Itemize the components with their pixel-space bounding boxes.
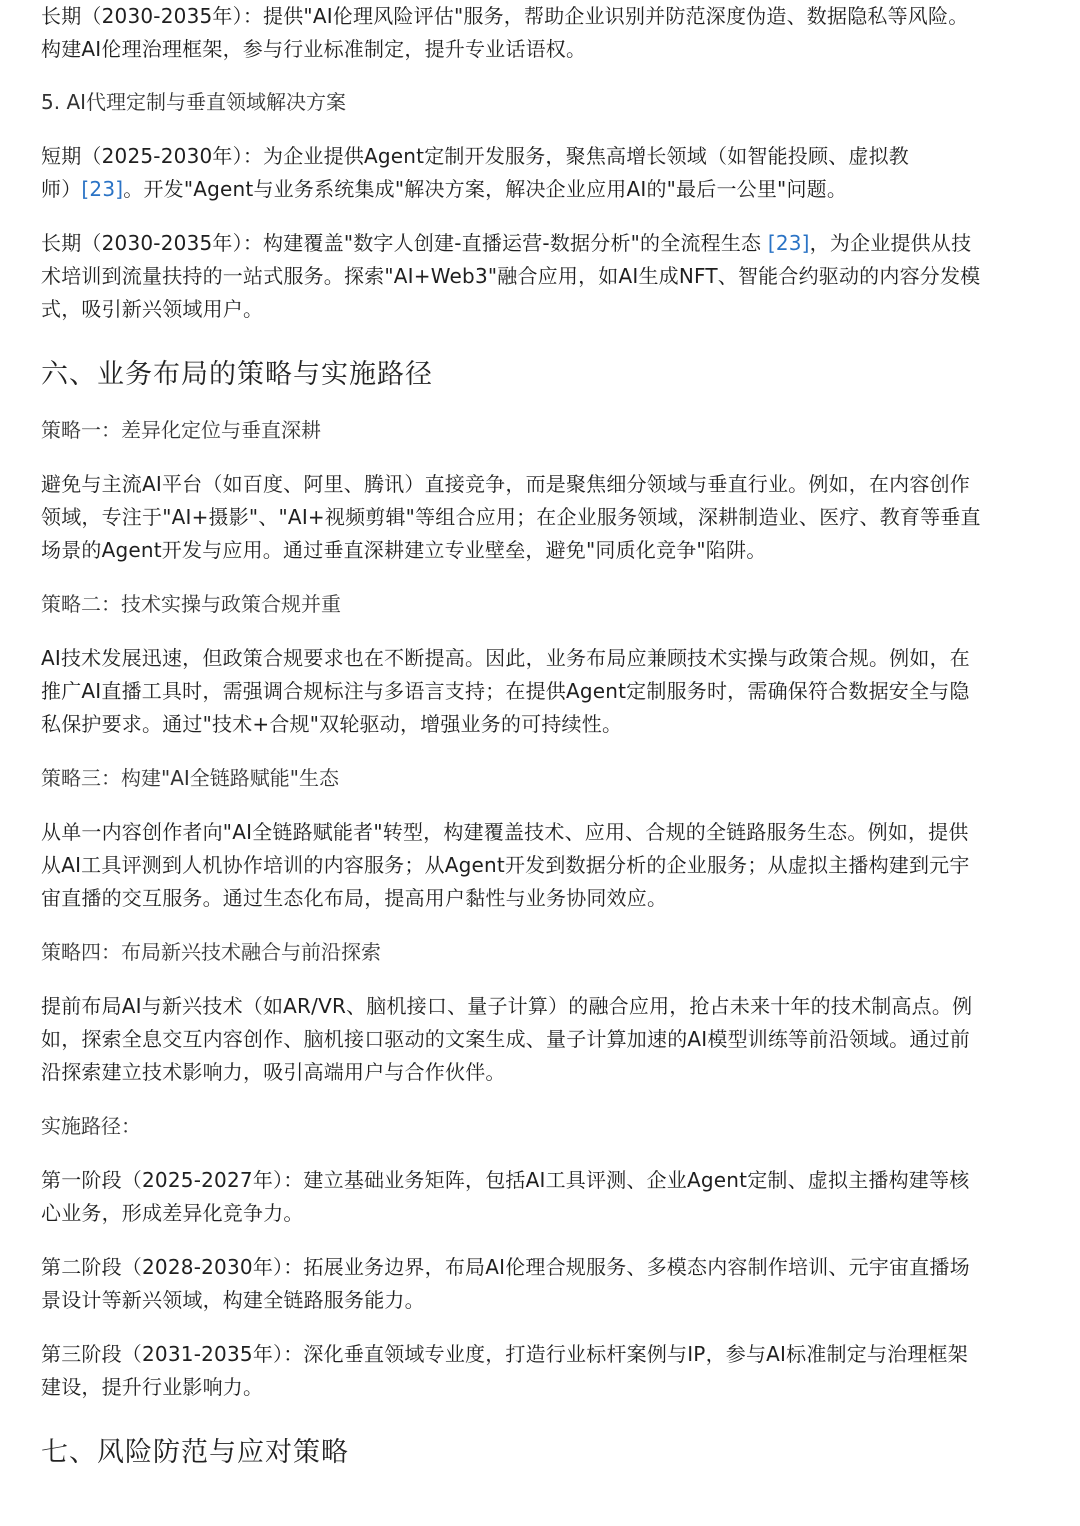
text-line: 提前布局AI与新兴技术（如AR/VR、脑机接口、量子计算）的融合应用，抢占未来十年的技术制高点。例 [41,994,973,1018]
text-line: 如，探索全息交互内容创作、脑机接口驱动的文案生成、量子计算加速的AI模型训练等前沿领域。通过前 [41,1027,970,1051]
text-span: ，为企业提供从技 [809,231,972,255]
paragraph-phase-1 [41,1164,1045,1230]
text-line: 建设，提升行业影响力。 [41,1375,264,1399]
paragraph-ethics-long-term [41,0,1045,66]
text-line: 短期（2025-2030年）：为企业提供Agent定制开发服务，聚焦高增长领域（如智能投顾、虚拟教 [41,144,910,168]
strategy-heading-2: 策略二：技术实操与政策合规并重 [41,592,341,616]
text-line: 术培训到流量扶持的一站式服务。探索"AI+Web3"融合应用，如AI生成NFT、智能合约驱动的内容分发模 [41,264,981,288]
strategy-heading-4: 策略四：布局新兴技术融合与前沿探索 [41,940,381,964]
paragraph-agent-short-term [41,140,1045,206]
text-line: 式，吸引新兴领域用户。 [41,297,264,321]
strategy-heading-1: 策略一：差异化定位与垂直深耕 [41,418,321,442]
text-line [41,173,1045,206]
text-line: 心业务，形成差异化竞争力。 [41,1201,304,1225]
implementation-heading: 实施路径： [41,1114,141,1138]
text-line: 第一阶段（2025-2027年）：建立基础业务矩阵，包括AI工具评测、企业Agent定制、虚拟主播构建等核 [41,1168,970,1192]
paragraph-strategy-2 [41,642,1045,741]
text-line [41,227,1045,260]
text-span: 师） [41,177,82,201]
section-heading-6: 六、业务布局的策略与实施路径 [41,359,433,390]
subheading-agent-solutions: 5. AI代理定制与垂直领域解决方案 [41,90,347,114]
text-line: 宙直播的交互服务。通过生态化布局，提高用户黏性与业务协同效应。 [41,886,668,910]
strategy-heading-3: 策略三：构建"AI全链路赋能"生态 [41,766,339,790]
citation-link[interactable]: [23] [81,177,124,201]
paragraph-phase-2 [41,1251,1045,1317]
text-line: 避免与主流AI平台（如百度、阿里、腾讯）直接竞争，而是聚焦细分领域与垂直行业。例如，在内容创作 [41,472,970,496]
paragraph-strategy-3 [41,816,1045,915]
text-line: 场景的Agent开发与应用。通过垂直深耕建立专业壁垒，避免"同质化竞争"陷阱。 [41,538,767,562]
text-line: 推广AI直播工具时，需强调合规标注与多语言支持；在提供Agent定制服务时，需确保符合数据安全与隐 [41,679,970,703]
text-span: 。开发"Agent与业务系统集成"解决方案，解决企业应用AI的"最后一公里"问题。 [123,177,848,201]
text-line: AI技术发展迅速，但政策合规要求也在不断提高。因此，业务布局应兼顾技术实操与政策合规。例如，在 [41,646,970,670]
text-line: 从单一内容创作者向"AI全链路赋能者"转型，构建覆盖技术、应用、合规的全链路服务生态。例如，提供 [41,820,969,844]
text-line: 领域，专注于"AI+摄影"、"AI+视频剪辑"等组合应用；在企业服务领域，深耕制造业、医疗、教育等垂直 [41,505,981,529]
citation-link[interactable]: [23] [767,231,810,255]
text-line: 从AI工具评测到人机协作培训的内容服务；从Agent开发到数据分析的企业服务；从虚拟主播构建到元宇 [41,853,970,877]
text-line: 长期（2030-2035年）：提供"AI伦理风险评估"服务，帮助企业识别并防范深度伪造、数据隐私等风险。 [41,4,969,28]
text-line: 沿探索建立技术影响力，吸引高端用户与合作伙伴。 [41,1060,506,1084]
text-line: 第三阶段（2031-2035年）：深化垂直领域专业度，打造行业标杆案例与IP，参与AI标准制定与治理框架 [41,1342,968,1366]
text-line: 构建AI伦理治理框架，参与行业标准制定，提升专业话语权。 [41,37,587,61]
paragraph-phase-3 [41,1338,1045,1404]
text-line: 第二阶段（2028-2030年）：拓展业务边界，布局AI伦理合规服务、多模态内容制作培训、元宇宙直播场 [41,1255,970,1279]
section-heading-7: 七、风险防范与应对策略 [41,1437,349,1468]
paragraph-strategy-1 [41,468,1045,567]
text-span: 长期（2030-2035年）：构建覆盖"数字人创建-直播运营-数据分析"的全流程生态 [41,231,768,255]
text-line: 私保护要求。通过"技术+合规"双轮驱动，增强业务的可持续性。 [41,712,623,736]
text-line: 景设计等新兴领域，构建全链路服务能力。 [41,1288,425,1312]
paragraph-strategy-4 [41,990,1045,1089]
paragraph-agent-long-term [41,227,1045,326]
